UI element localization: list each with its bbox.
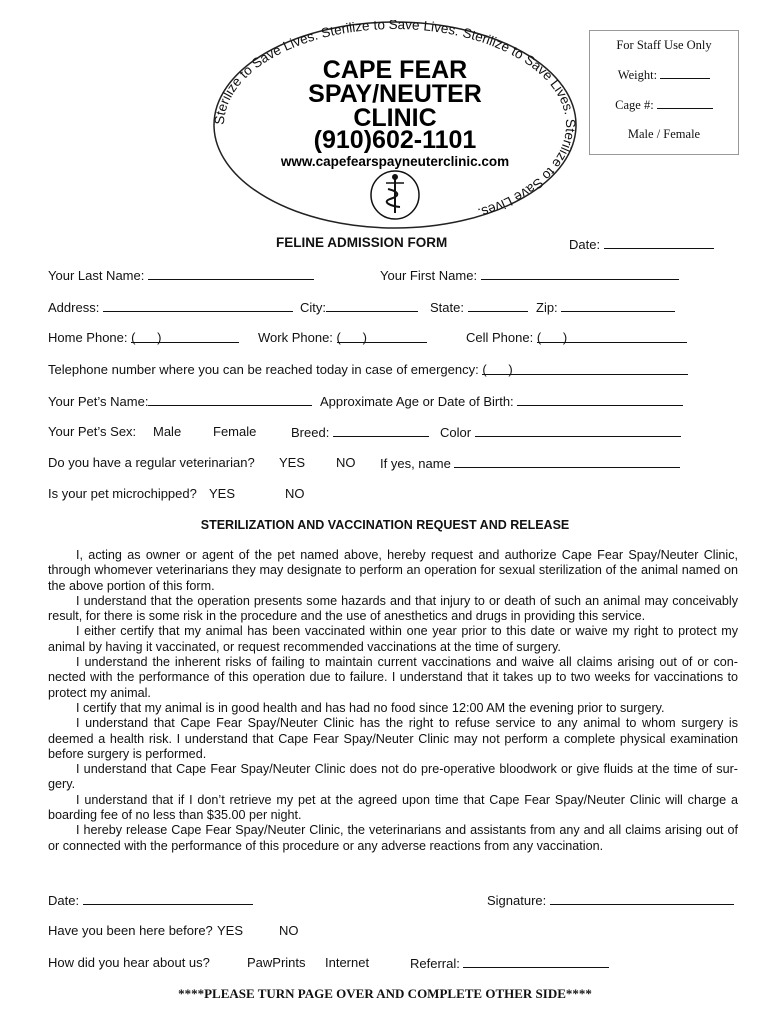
- microchipped-yes-option[interactable]: YES: [209, 486, 236, 501]
- release-paragraph-7: I understand that Cape Fear Spay/Neuter Clinic does not do pre-operative bloodwork or give fluids at the time of sur-gery.: [48, 762, 738, 792]
- logo-line-3: CLINIC: [353, 104, 437, 132]
- release-paragraph-6: I understand that Cape Fear Spay/Neuter Clinic has the right to refuse service to any animal to whom surgery is deemed a health risk. I understand that Cape Fear Spay/Neuter Clinic may not perform a complete physical examination before surgery is performed.: [48, 716, 738, 761]
- city-label: City:: [300, 300, 326, 315]
- breed-label: Breed:: [291, 425, 330, 440]
- regular-vet-yes-option[interactable]: YES: [279, 455, 306, 470]
- hear-about-label: How did you hear about us?: [48, 955, 210, 970]
- signature-field[interactable]: [550, 892, 734, 905]
- pet-age-label: Approximate Age or Date of Birth:: [320, 394, 514, 409]
- logo-phone: (910)602-1101: [313, 126, 477, 154]
- address-row: [48, 299, 293, 315]
- cell-phone-field[interactable]: [537, 330, 687, 343]
- release-title: STERILIZATION AND VACCINATION REQUEST AND RELEASE: [200, 518, 570, 532]
- staff-use-box: [589, 30, 739, 155]
- regular-vet-no-option[interactable]: NO: [336, 455, 356, 470]
- vet-name-label: If yes, name: [380, 456, 451, 471]
- first-name-label: Your First Name:: [380, 268, 478, 283]
- hear-pawprints-option[interactable]: PawPrints: [247, 955, 306, 970]
- first-name-field[interactable]: [481, 267, 679, 280]
- release-body: [48, 548, 738, 854]
- staff-weight-field[interactable]: [660, 67, 710, 79]
- clinic-logo: [212, 20, 578, 230]
- release-paragraph-1: I, acting as owner or agent of the pet named above, hereby request and authorize Cape Fear Spay/Neuter Clinic, through whomever veterinarians they may designate to perform an operation for sexual sterilization of the animal named on the above portion of this form.: [48, 548, 738, 593]
- city-field[interactable]: [326, 299, 418, 312]
- emergency-phone-label: Telephone number where you can be reached today in case of emergency:: [48, 362, 479, 377]
- logo-line-2: SPAY/NEUTER: [308, 80, 482, 108]
- release-paragraph-4: I understand the inherent risks of failing to maintain current vaccinations and waive all claims arising out of or con-nected with the performance of this operation due to failure. I understand that it takes up to two weeks for vaccinations to protect my animal.: [48, 655, 738, 700]
- cell-phone-label: Cell Phone:: [466, 330, 534, 345]
- color-field[interactable]: [475, 424, 681, 437]
- work-phone-row: [258, 330, 427, 345]
- address-label: Address:: [48, 300, 100, 315]
- microchipped-label: Is your pet microchipped?: [48, 486, 197, 501]
- state-row: [430, 299, 528, 315]
- been-here-no-option[interactable]: NO: [279, 923, 299, 938]
- been-here-label: Have you been here before?: [48, 923, 213, 938]
- state-label: State:: [430, 300, 464, 315]
- bottom-date-row: [48, 892, 253, 908]
- last-name-field[interactable]: [148, 267, 314, 280]
- emergency-phone-field[interactable]: [482, 362, 688, 375]
- pet-sex-male-option[interactable]: Male: [153, 424, 182, 439]
- breed-row: [291, 424, 429, 440]
- form-title: FELINE ADMISSION FORM: [276, 235, 448, 250]
- regular-vet-label: Do you have a regular veterinarian?: [48, 455, 255, 470]
- pet-name-label: Your Pet’s Name:: [48, 394, 149, 409]
- pet-name-field[interactable]: [148, 393, 312, 406]
- paren-open: (: [536, 330, 542, 345]
- pet-name-row: [48, 393, 312, 409]
- staff-weight-row: [590, 67, 738, 83]
- home-phone-label: Home Phone:: [48, 330, 128, 345]
- paren-close: ): [157, 330, 162, 345]
- cell-phone-row: [466, 330, 687, 345]
- signature-label: Signature:: [487, 893, 547, 908]
- paren-close: ): [362, 330, 367, 345]
- paren-open: (: [336, 330, 341, 345]
- zip-field[interactable]: [561, 299, 675, 312]
- city-row: [300, 299, 418, 315]
- paren-open: (: [482, 362, 487, 377]
- vet-name-field[interactable]: [454, 455, 680, 468]
- been-here-yes-option[interactable]: YES: [217, 923, 244, 938]
- referral-row: [410, 955, 609, 971]
- signature-row: [487, 892, 734, 908]
- color-row: [440, 424, 681, 440]
- date-top-row: [569, 236, 714, 252]
- logo-website: www.capefearspayneuterclinic.com: [280, 154, 510, 169]
- last-name-row: [48, 267, 314, 283]
- pet-age-row: [320, 393, 683, 409]
- release-paragraph-9: I hereby release Cape Fear Spay/Neuter Clinic, the veterinarians and assistants from any and all claims arising out of or connected with the performance of this procedure or any adverse reactions from any vaccination.: [48, 823, 738, 853]
- pet-sex-female-option[interactable]: Female: [213, 424, 257, 439]
- bottom-date-field[interactable]: [83, 892, 253, 905]
- home-phone-row: [48, 330, 239, 345]
- paren-close: ): [508, 362, 513, 377]
- microchipped-no-option[interactable]: NO: [285, 486, 305, 501]
- breed-field[interactable]: [333, 424, 429, 437]
- pet-age-field[interactable]: [517, 393, 683, 406]
- staff-heading: For Staff Use Only: [616, 38, 712, 52]
- bottom-date-label: Date:: [48, 893, 80, 908]
- staff-sex-label: Male / Female: [627, 127, 701, 141]
- home-phone-field[interactable]: [131, 330, 239, 343]
- logo-ring-text: Sterilize to Save Lives. Sterilize to Save Lives. Sterilize to Save Lives. Sterilize to Save Lives.: [212, 20, 578, 221]
- staff-cage-row: [590, 97, 738, 113]
- release-paragraph-5: I certify that my animal is in good health and has had no food since 12:00 AM the evening prior to surgery.: [76, 700, 665, 715]
- date-top-label: Date:: [569, 237, 601, 252]
- release-paragraph-2: I understand that the operation presents some hazards and that injury to or death of such an animal may conceivably result, for there is some risk in the procedure and the use of anesthetics and drugs in providing this service.: [48, 593, 738, 624]
- state-field[interactable]: [468, 299, 528, 312]
- date-top-field[interactable]: [604, 236, 714, 249]
- referral-label: Referral:: [410, 956, 460, 971]
- work-phone-field[interactable]: [337, 330, 427, 343]
- staff-cage-label: Cage #:: [615, 98, 654, 112]
- address-field[interactable]: [103, 299, 293, 312]
- referral-field[interactable]: [463, 955, 609, 968]
- footer-instruction: ****PLEASE TURN PAGE OVER AND COMPLETE OTHER SIDE****: [178, 986, 592, 1001]
- release-paragraph-8: I understand that if I don’t retrieve my pet at the agreed upon time that Cape Fear Spay/Neuter Clinic will charge a boarding fee of no less than $35.00 per night.: [48, 792, 738, 823]
- first-name-row: [380, 267, 679, 283]
- logo-line-1: CAPE FEAR: [322, 56, 468, 84]
- zip-label: Zip:: [536, 300, 558, 315]
- color-label: Color: [440, 425, 472, 440]
- work-phone-label: Work Phone:: [258, 330, 333, 345]
- hear-internet-option[interactable]: Internet: [325, 955, 370, 970]
- emergency-phone-row: [48, 362, 688, 377]
- release-paragraph-3: I either certify that my animal has been vaccinated within one year prior to this date or waive my right to protect my animal by having it vaccinated, or request recommended vaccinations at the time of surgery.: [48, 624, 738, 654]
- paren-close: ): [562, 330, 568, 345]
- zip-row: [536, 299, 675, 315]
- paren-open: (: [131, 330, 136, 345]
- staff-cage-field[interactable]: [657, 97, 713, 109]
- pet-sex-label: Your Pet’s Sex:: [48, 424, 137, 439]
- staff-weight-label: Weight:: [617, 68, 658, 82]
- vet-name-row: [380, 455, 680, 471]
- last-name-label: Your Last Name:: [48, 268, 145, 283]
